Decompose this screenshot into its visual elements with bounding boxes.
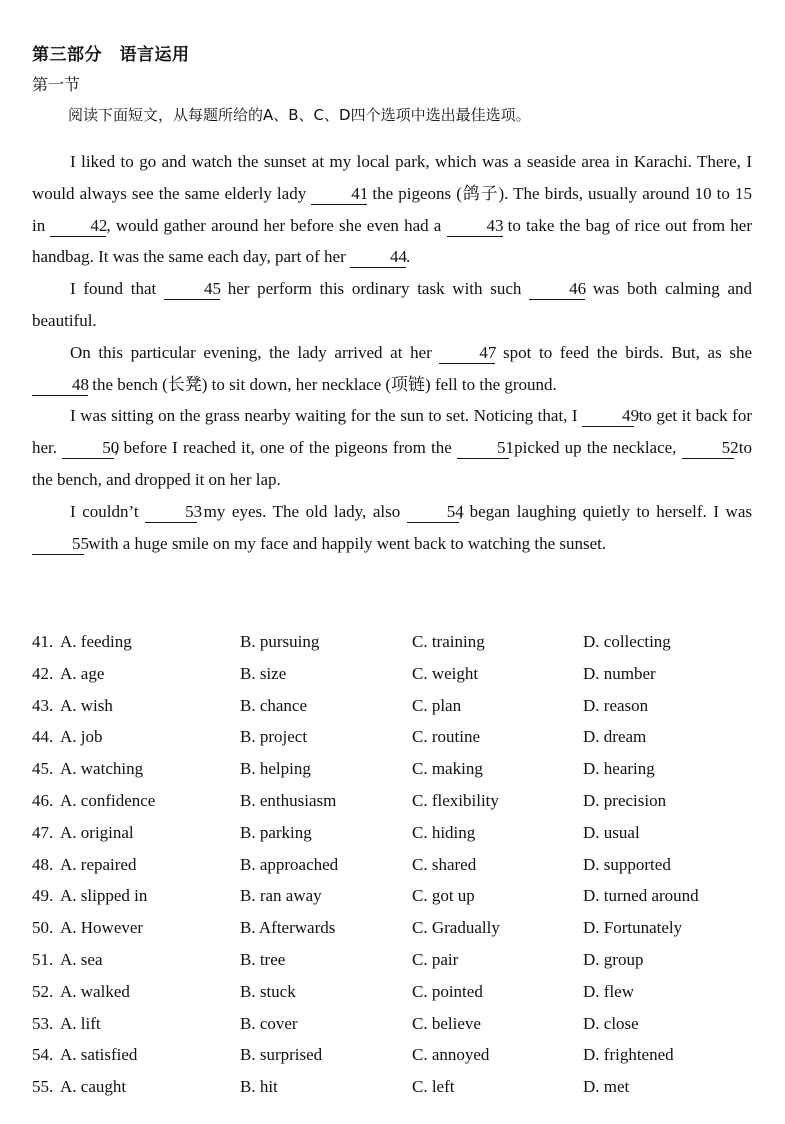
- blank-41: 41: [311, 184, 367, 205]
- option-a: A. lift: [60, 1013, 101, 1033]
- blank-53: 53: [145, 502, 197, 523]
- option-a: A. walked: [60, 981, 130, 1001]
- question-row: [32, 626, 772, 658]
- question-row: [32, 849, 772, 881]
- option-a: A. age: [60, 663, 105, 683]
- option-b: B. pursuing: [240, 632, 320, 651]
- option-d: D. reason: [583, 695, 649, 715]
- option-b: B. enthusiasm: [240, 790, 337, 810]
- blank-46: 46: [529, 279, 585, 300]
- passage-text: my eyes. The old lady, also: [197, 501, 407, 521]
- passage-paragraph-1: [32, 146, 752, 273]
- option-b: B. approached: [240, 854, 339, 874]
- option-d: D. close: [583, 1013, 639, 1033]
- options-list: [32, 626, 772, 1103]
- option-d: D. precision: [583, 790, 667, 810]
- blank-54: 54: [407, 502, 459, 523]
- passage-paragraph-4: [32, 400, 752, 495]
- option-b: B. surprised: [240, 1045, 323, 1065]
- passage-text: I couldn’t: [70, 501, 146, 521]
- option-b: B. stuck: [240, 981, 296, 1001]
- blank-48: 48: [32, 375, 88, 396]
- passage: [32, 146, 752, 559]
- option-a: A. caught: [60, 1077, 127, 1097]
- option-c: C. making: [412, 759, 483, 779]
- option-c: C. training: [412, 632, 485, 651]
- passage-text: On this particular evening, the lady arrived at her: [70, 342, 440, 362]
- passage-text: was both calming and beautiful.: [32, 279, 752, 330]
- option-c: C. plan: [412, 695, 462, 715]
- passage-text: to the bench, and dropped it on her lap.: [32, 438, 752, 489]
- option-c: C. routine: [412, 727, 480, 747]
- option-a: A. sea: [60, 949, 103, 969]
- option-d: D. met: [583, 1077, 630, 1097]
- passage-text: I was sitting on the grass nearby waiting for the sun to set. Noticing that, I: [70, 406, 583, 426]
- question-number: 46.: [32, 790, 54, 810]
- option-b: B. hit: [240, 1077, 278, 1097]
- passage-text: to take the bag of rice out from her handbag. It was the same each day, part of her: [32, 215, 752, 267]
- question-row: [32, 658, 772, 690]
- option-d: D. dream: [583, 727, 647, 747]
- option-a: A. wish: [60, 695, 113, 715]
- option-a: A. original: [60, 822, 134, 842]
- option-d: D. Fortunately: [583, 918, 683, 938]
- blank-55: 55: [32, 534, 84, 555]
- option-c: C. pointed: [412, 981, 483, 1001]
- option-d: D. group: [583, 949, 644, 969]
- question-number: 52.: [32, 981, 54, 1001]
- option-b: B. helping: [240, 759, 311, 779]
- question-row: [32, 785, 772, 817]
- option-a: A. However: [60, 918, 144, 938]
- option-a: A. feeding: [60, 632, 132, 651]
- passage-paragraph-3: [32, 337, 752, 401]
- option-d: D. number: [583, 663, 656, 683]
- question-number: 49.: [32, 886, 54, 906]
- blank-42: 42: [50, 216, 106, 237]
- question-row: [32, 944, 772, 976]
- passage-text: , before I reached it, one of the pigeons from the: [114, 438, 457, 458]
- question-row: [32, 1008, 772, 1040]
- passage-paragraph-2: [32, 273, 752, 337]
- blank-43: 43: [447, 216, 503, 237]
- option-c: C. hiding: [412, 822, 476, 842]
- passage-text: her perform this ordinary task with such: [219, 279, 530, 299]
- question-row: [32, 721, 772, 753]
- blank-45: 45: [164, 279, 220, 300]
- option-c: C. believe: [412, 1013, 481, 1033]
- passage-text: , would gather around her before she even had a: [106, 215, 447, 235]
- option-b: B. size: [240, 663, 287, 683]
- option-b: B. project: [240, 727, 308, 747]
- question-number: 50.: [32, 918, 54, 938]
- question-number: 42.: [32, 663, 54, 683]
- blank-51: 51: [457, 438, 509, 459]
- option-a: A. slipped in: [60, 886, 148, 906]
- instruction-text: 阅读下面短文，从每题所给的A、B、C、D四个选项中选出最佳选项。: [68, 106, 531, 124]
- passage-text: .: [406, 247, 411, 267]
- question-number: 55.: [32, 1077, 54, 1097]
- option-b: B. cover: [240, 1013, 298, 1033]
- blank-52: 52: [682, 438, 734, 459]
- option-a: A. repaired: [60, 854, 137, 874]
- option-b: B. ran away: [240, 886, 322, 906]
- passage-text: to get it back for her.: [32, 406, 752, 458]
- option-c: C. shared: [412, 854, 477, 874]
- question-number: 41.: [32, 632, 54, 651]
- option-d: D. collecting: [583, 632, 671, 651]
- passage-text: spot to feed the birds. But, as she: [495, 342, 752, 362]
- blank-49: 49: [582, 406, 634, 427]
- question-number: 53.: [32, 1013, 54, 1033]
- option-c: C. Gradually: [412, 918, 500, 938]
- option-d: D. frightened: [583, 1045, 674, 1065]
- option-c: C. annoyed: [412, 1045, 490, 1065]
- question-row: [32, 690, 772, 722]
- blank-44: 44: [350, 247, 406, 268]
- question-number: 54.: [32, 1045, 54, 1065]
- option-d: D. hearing: [583, 759, 655, 779]
- option-a: A. confidence: [60, 790, 156, 810]
- question-number: 43.: [32, 695, 54, 715]
- passage-text: the pigeons (鸽子). The birds, usually around 10 to 15 in: [32, 183, 753, 235]
- passage-text: picked up the necklace,: [509, 438, 682, 458]
- passage-paragraph-5: [32, 496, 752, 560]
- option-a: A. satisfied: [60, 1045, 138, 1065]
- question-row: [32, 1071, 772, 1103]
- option-c: C. weight: [412, 663, 479, 683]
- question-number: 48.: [32, 854, 54, 874]
- option-d: D. turned around: [583, 886, 699, 906]
- option-b: B. Afterwards: [240, 918, 336, 938]
- question-row: [32, 753, 772, 785]
- option-d: D. usual: [583, 822, 640, 842]
- passage-text: I liked to go and watch the sunset at my local park, which was a seaside area in Karachi. There, I would always see the same elderly lady: [32, 152, 752, 203]
- option-d: D. supported: [583, 854, 671, 874]
- question-row: [32, 976, 772, 1008]
- option-c: C. pair: [412, 949, 459, 969]
- option-b: B. tree: [240, 949, 286, 969]
- question-row: [32, 880, 772, 912]
- passage-text: the bench (长凳) to sit down, her necklace (项链) fell to the ground.: [88, 374, 557, 394]
- option-d: D. flew: [583, 981, 634, 1001]
- option-a: A. watching: [60, 759, 144, 779]
- question-row: [32, 817, 772, 849]
- question-row: [32, 1039, 772, 1071]
- section-title: 第三部分 语言运用: [32, 45, 190, 65]
- question-row: [32, 912, 772, 944]
- passage-text: , began laughing quietly to herself. I was: [458, 501, 752, 521]
- question-number: 44.: [32, 727, 54, 747]
- passage-text: with a huge smile on my face and happily went back to watching the sunset.: [84, 533, 607, 553]
- question-number: 51.: [32, 949, 54, 969]
- passage-text: I found that: [70, 279, 164, 299]
- option-b: B. parking: [240, 822, 312, 842]
- blank-50: 50: [62, 438, 114, 459]
- question-number: 47.: [32, 822, 54, 842]
- option-c: C. got up: [412, 886, 475, 906]
- question-number: 45.: [32, 759, 54, 779]
- subsection-title: 第一节: [32, 75, 81, 94]
- option-c: C. left: [412, 1077, 455, 1097]
- option-c: C. flexibility: [412, 790, 499, 810]
- blank-47: 47: [439, 343, 495, 364]
- option-b: B. chance: [240, 695, 308, 715]
- option-a: A. job: [60, 727, 103, 747]
